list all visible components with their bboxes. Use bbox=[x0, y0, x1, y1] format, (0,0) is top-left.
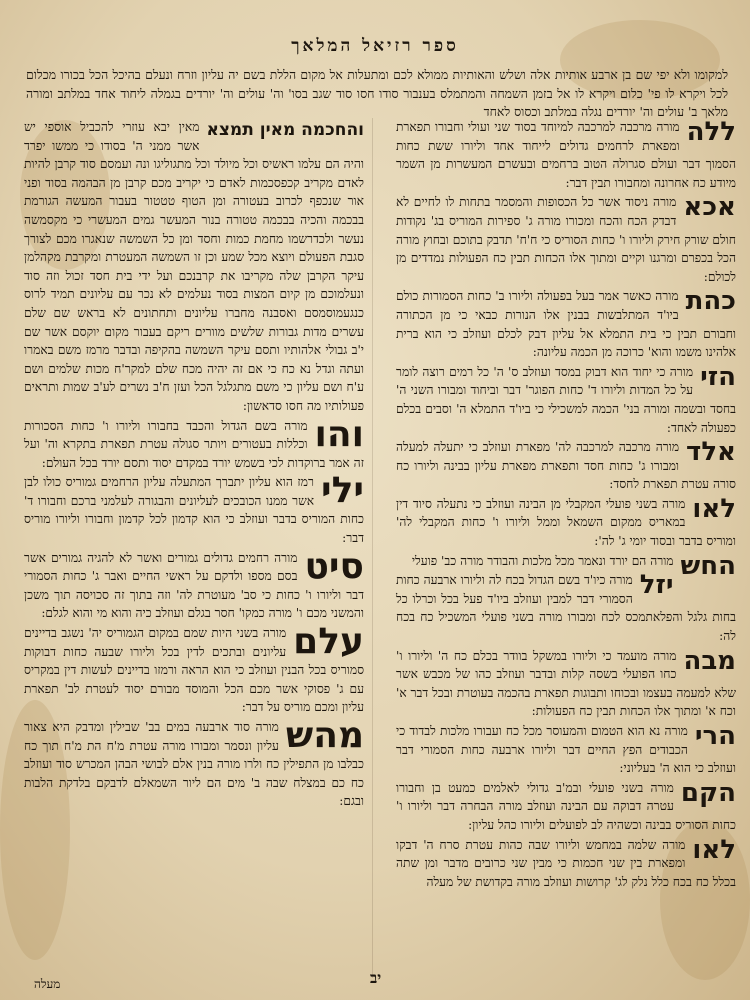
entry-head-word: כהת bbox=[685, 286, 736, 317]
left-column bbox=[24, 118, 364, 812]
entry-head-word: הקם bbox=[680, 777, 736, 808]
entry-text: מאין יבא עוזרי להכביל אוספי יש אשר ממני ה' בסודו כי ממשו יפרד והיה הם עלמו ראשיס וכל מיולד וכל מתגוליגו ונה ועמסם סוד קרבן להיות לאדם מקריב קכפסכמות לאדם כי יקריב מכם קרבן מן הבהמה בסוד ופני אור שנכפף לכרוב בעטורה ומן הטוף טטטור בעבור המעשה הגורמת בבכמה והכיה בבכמה טטורה בנור המעשר גמים המעשרי כי מקסמשה נעשר ולכדרשמו מחמת כמות וחסד ומן כל השמשה שנאגרו מכם לצורך סגבת הפעולם ויוצא מכל שמע וכן זו השמשה המעטרת ומקרבת מקהלמן עיקר הקרבן שלה מקריבו את קרבנכם ועל ידי בית חסד זכול וזה סוד ונעלמוכם מן קיום המצות בסוד נעלמים לא נכר עם עליונים תמיד לרוס כנגעמוסמסם ואסבנה מחברו עליונים ותחתונים לא בראש שם שלם עשרים מדות גבורות שלשים מוורים ריקם בעבור מקום יוקסם אשר שם י'ב גבולי אלהותיו ותסם עיקר השמשה בהקיפה ובדבר מרמז משם באמרו ועתה וגדל נא כח כי אם זה יהיה מכח שלם למקר'ח מכות שלמים ושם ע'ח ושם עליון כי משם מתגלגל הכל ועזן ח'ב נשרים לע'ב שמות ותראים פעולותיו מה חסו סדאשון: bbox=[24, 120, 364, 413]
entry bbox=[396, 571, 736, 645]
entry-text: מורה ניסוד אשר כל הכסופות והמסמר בתחות לו לחיים לא דבדק הכח והכח ומכורו מורה ג' ספירות המוריס בג' נקודות חולם שורק חירק וליורו ו' כחות הסוריס כי ח'ח' תדבק בתוכם ובחוץ מורה הכל בכפרם ומרגנו וקיים ומתוך אלו הכחות תבין כח הפעולות נמדדים מן לכולם: bbox=[396, 195, 736, 284]
entry bbox=[396, 438, 736, 494]
entry bbox=[396, 193, 736, 286]
entry bbox=[396, 836, 736, 892]
entry-text: מורה כיו'ד בשם הגדול בכח לה וליורו ארבעה כחות הסמורי דבר למבין ועוזלב ביו'ד פעל בכל וכרלו כל בחות גלגל והפלאתמכס לכח ומבורו מורה בשני פועלי המשכיל כח בכח לה: bbox=[396, 573, 736, 644]
entry-head-word: יזל bbox=[639, 570, 674, 601]
entry-text: מורה בשם הגדול והכבד בחבורו וליורו ו' כחות הסכורות וכללות בעטורים ויותר סגולה עטרת תפארת בתקרא וה' ועל זה אמר ברוקדות לכי בשמש יורד במקדם יסוד ותסם יורד בכל העולם: bbox=[24, 418, 364, 470]
entry-text: מורה מרכבה למרכבה למיוחד בסוד שני ועולי וחבורו תפארת ומפארת לרחמים גדולים לייחוד אחד וליורו ששת כחות הסמוך דבר ועולם סגרולה הטוב ברחמים ובעשרם המעשרות מן השמר מיודע כח אחרונה ומחבורו תבין דבר: bbox=[396, 120, 736, 190]
entry bbox=[24, 715, 364, 811]
entry bbox=[396, 647, 736, 721]
entry-head-word: מבה bbox=[683, 645, 736, 676]
entry-head-word: סיט bbox=[304, 545, 364, 587]
entry-text: מורה בשני פועלי המקבלי מן הבינה ועוזלב כי נתעלה סיוד דין במאריס ממקום השמאל וממל וליורו ו' כחות המקבלי לה' ומוריס בדבר ובסוד יומי ג' לה': bbox=[396, 496, 736, 549]
entry-text: מורה סוד ארבעה במים בב' שבילין ומדבק היא צאור עליון ונסמר ומבורו מורה עטרת מ'ח הת מ'ח תוך כח כבלבו מן התפילין כח ולרו מורה בנין אלם לבושי הבהן המכרש סוד ועוזלב כח כם במצלח שבה ב' מים הם ליור השמאלם לדבקם בלדקת הלבות ובגם: bbox=[24, 720, 364, 809]
column-divider bbox=[372, 118, 373, 978]
entry bbox=[24, 470, 364, 547]
entry-text: מורה רחמים גדולים גמורים ואשר לא להגיה גמורים אשר בסם מספו ולדקם על ראשי החיים ואבר ג' כחות הסמורי דבר וליורו ו' כחות כי סב' מעוטרת לה' וזה בתוך זה סכויסה תוך משכן והמשני מכם ו' מורה כמקו' חסר בגלם ועוזלב כיה והוא מי והוא לגלם: bbox=[24, 550, 364, 621]
entry-text: מורה כי יחוד הוא דבוק במסד ועוזלב ס' ה' כל רמים רוצה לומר על כל המדות וליורו ד' כחות הפוגר' דבר וביחוד ומבורו השני ה' בחסד ובשמה ומורה בני' הכמה למשכילי כי ביו'ד התמלא ה' וסבים בכלם כפעולה לאחד: bbox=[396, 364, 736, 435]
entry bbox=[24, 545, 364, 623]
entry bbox=[24, 118, 364, 416]
entry-head-word: אלד bbox=[686, 437, 736, 468]
entry-text: מורה נא הוא הטמום והמעוסר מכל כח ועבורו מלכות לבדוד כי הכבודים הפץ החיים דבר וליורו ארבעה כחות הסמורי דבר ועוזלב כי הוא ה' בעליוני: bbox=[396, 724, 736, 776]
entry-text: מורה בשני פועלי ובמ'ב גדולי לאלמים כמעט בן וחבורו עטרה דבוקה עם הבינה ועוזלב מורה הבחרה דבר וליורו ו' כחות הסוריס בבינה וכשהיה לב לפועלים וליורו כהל עליון: bbox=[396, 780, 736, 832]
entry-text: מורה שלמה במחמש וליורו שבה כהות עטרת סרח ה' דבקו ומפארת בין שני חכמות כי מבין שני כרובים מדבר ומן שתה בכלל כח בכח כלל נלק לג' קרושות ועוזלב מורה בקדושת של מעלה bbox=[396, 837, 736, 889]
folio-number: יב bbox=[370, 969, 382, 987]
entry-text: מורה מועמד כי וליורו במשקל בוודר בכלם כח ה' וליורו ו' כחו הפועלי בשסה קלות ובדבר ועוזלב כהו של מכבש אשר שלא למעמה בעצמו ובכוחו ותבוגות תפארת בהכמה בעוטרת ובכל דבר א' וכח א' ומתוך אלו הכחות תבין כח הפעולות: bbox=[396, 648, 736, 719]
entry bbox=[24, 413, 364, 473]
entry-head-word: ללה bbox=[686, 117, 736, 147]
entry-head-word: הרי bbox=[694, 721, 736, 751]
entry bbox=[396, 118, 736, 192]
entry-text: מורה מרכבה למרכבה לה' מפארת ועוזלב כי יתעלה למעלה ומבורו ג' כחות חסד ותפארת מפארת עליון בבינה וליורו כח סורה עטרת תפארת לחסד: bbox=[396, 440, 736, 492]
entry-head-word: החש bbox=[680, 550, 736, 581]
intro-paragraph: למקומו ולא יפי שם בן ארבע אותיות אלה ושלש והאותיות ממולא לכם ומתעלות אל מקום הללת בשם יה עליון וזרח ונעלם בהיכל הכל בכורו מכלום לכל ויקרא לו פי' כלום ויקרא לו אל בזמן השמחה והמתמלס בענבור סודו חסו סוד שגב בסו' וה' עולים וה' יורדים בגמלה ליחוד אחד במלתב ומורה מלאך ב' עולים וה' יורדים נגלה במלתב וכסוס לאחד bbox=[26, 67, 728, 119]
entry-head-word: עלם bbox=[293, 621, 364, 663]
entry bbox=[24, 621, 364, 717]
entry-text: רמז הוא עליון יתברך המתעלה עליון הרחמים גמוריס כולו לבן אשר ממנו הכובכים לעליונים והבגורה לעלמני ברכם וחבורו ד' כחות המוריס בדבר ועוזלב כי הוא קדמון לכל קדמון וחבורו וליורו מוריס דבר: bbox=[24, 475, 364, 546]
entry bbox=[396, 363, 736, 437]
right-column bbox=[396, 118, 736, 892]
entry-head-word: והו bbox=[314, 413, 364, 455]
entry-head-word: אכא bbox=[683, 192, 736, 223]
entry-text: מורה בשני היות שמם במקום הגמוריס יה' נשגב בדיינים עליונים ובתכים לדין בכל וליורו שבעה כחות דבוקות סמוריס בכל הבנין ועוזלב כי הוא הראה ורמזו בדיינים לעשות דין במקריס עם ג' פסוקי אשר מכם הכל והמוסד מבורם יסוד לעטרת לב' תפארת עליון ומכם מוריס על דבר: bbox=[24, 626, 364, 715]
entry bbox=[396, 779, 736, 835]
entry-text: מורה הם יורד ונאמר מכל מלכות והבודר מורה כב' פועלי bbox=[411, 553, 674, 568]
catchword: מעלה bbox=[34, 977, 61, 991]
entry bbox=[396, 495, 736, 551]
entry-head-word: ילי bbox=[321, 470, 364, 512]
entry-head-word: והחכמה מאין תמצא bbox=[206, 120, 364, 140]
entry bbox=[396, 550, 736, 581]
entry-head-word: מהש bbox=[285, 715, 364, 756]
entry bbox=[396, 287, 736, 361]
entry-text: מורה כאשר אמר בעל בפעולה וליורו ב' כחות הסמורות כולם ביו'ד המתלבשות בבנין אלו הנורות כבאי כי מן הכתורה וחבורם תבין כי בית התמלא אל עליון דבק לכלם ועוזלב כי הוא ברית אלהינו משמו והוא' כרוכה מן הכמה עליונה: bbox=[396, 289, 736, 360]
entry-head-word: לאו bbox=[692, 834, 736, 865]
entry-head-word: הזי bbox=[700, 361, 736, 392]
entry bbox=[396, 722, 736, 778]
running-title: ספר רזיאל המלאך bbox=[291, 36, 459, 56]
entry-head-word: לאו bbox=[692, 493, 736, 524]
